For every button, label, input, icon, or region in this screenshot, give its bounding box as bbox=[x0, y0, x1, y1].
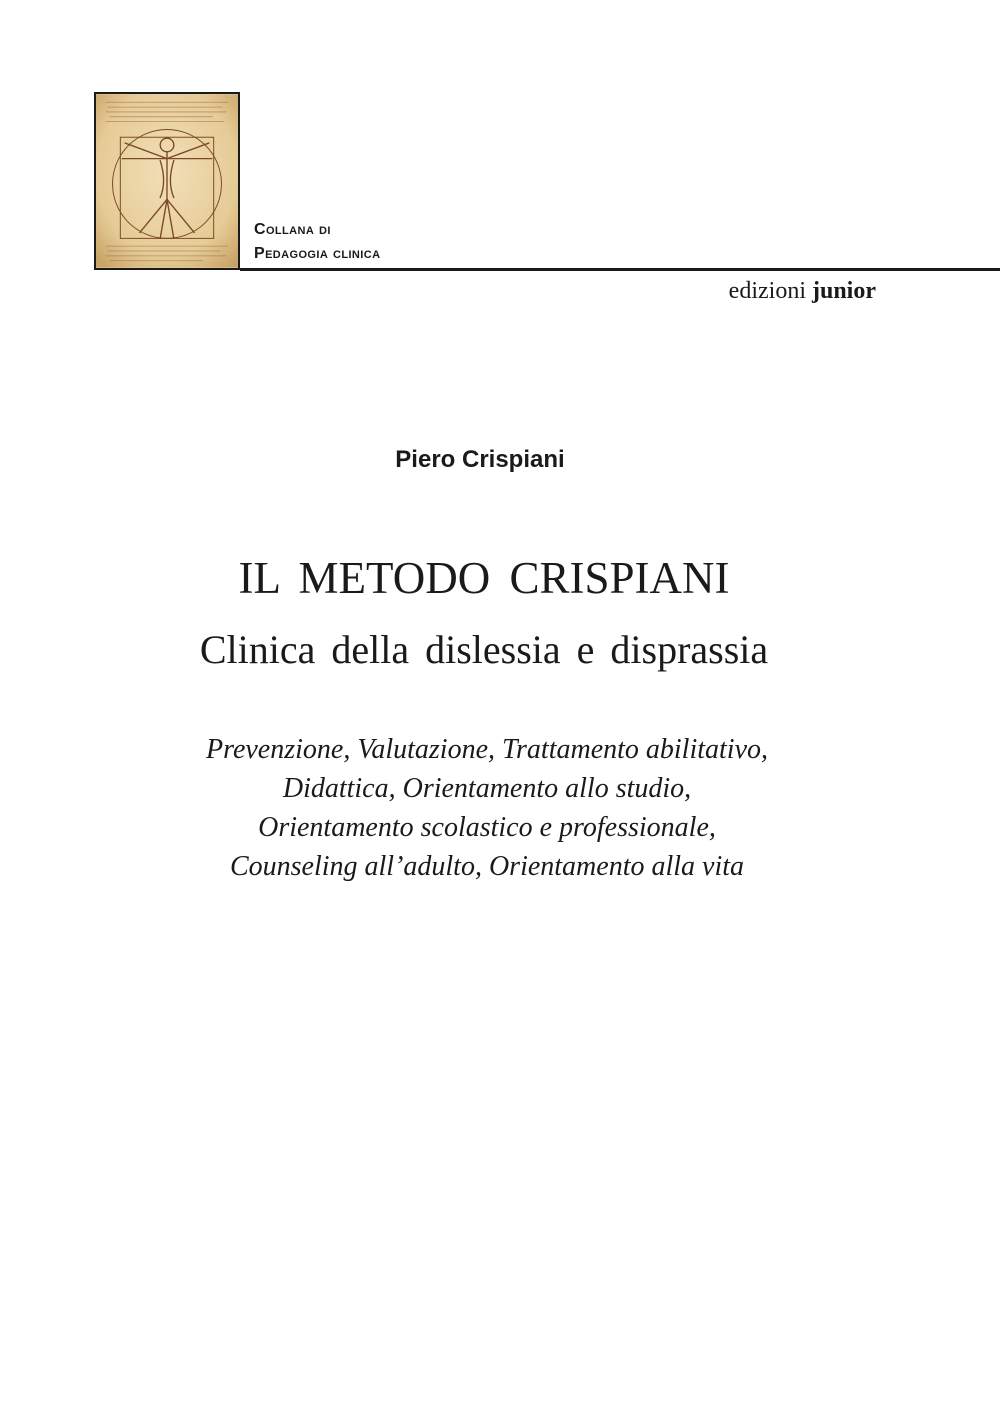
publisher-name: junior bbox=[811, 278, 876, 304]
cover-illustration bbox=[94, 92, 240, 270]
publisher-prefix: edizioni bbox=[728, 278, 806, 304]
author-name: Piero Crispiani bbox=[395, 446, 565, 473]
topics-line: Didattica, Orientamento allo studio, bbox=[282, 773, 692, 804]
topics-line: Counseling all’adulto, Orientamento alla vita bbox=[229, 851, 745, 882]
publisher-logo bbox=[729, 278, 876, 305]
book-subtitle: Clinica della dislessia e disprassia bbox=[199, 627, 769, 672]
topics-line: Prevenzione, Valutazione, Trattamento abilitativo, bbox=[205, 734, 769, 765]
header-rule bbox=[240, 268, 1000, 271]
vitruvian-man-icon bbox=[96, 94, 238, 268]
book-title: IL METODO CRISPIANI bbox=[238, 553, 730, 603]
topics-line: Orientamento scolastico e professionale, bbox=[258, 812, 716, 843]
series-line-2: Pedagogia clinica bbox=[254, 245, 381, 262]
series-line-1: Collana di bbox=[254, 221, 331, 238]
topics-block bbox=[0, 730, 974, 886]
series-title bbox=[254, 218, 380, 266]
